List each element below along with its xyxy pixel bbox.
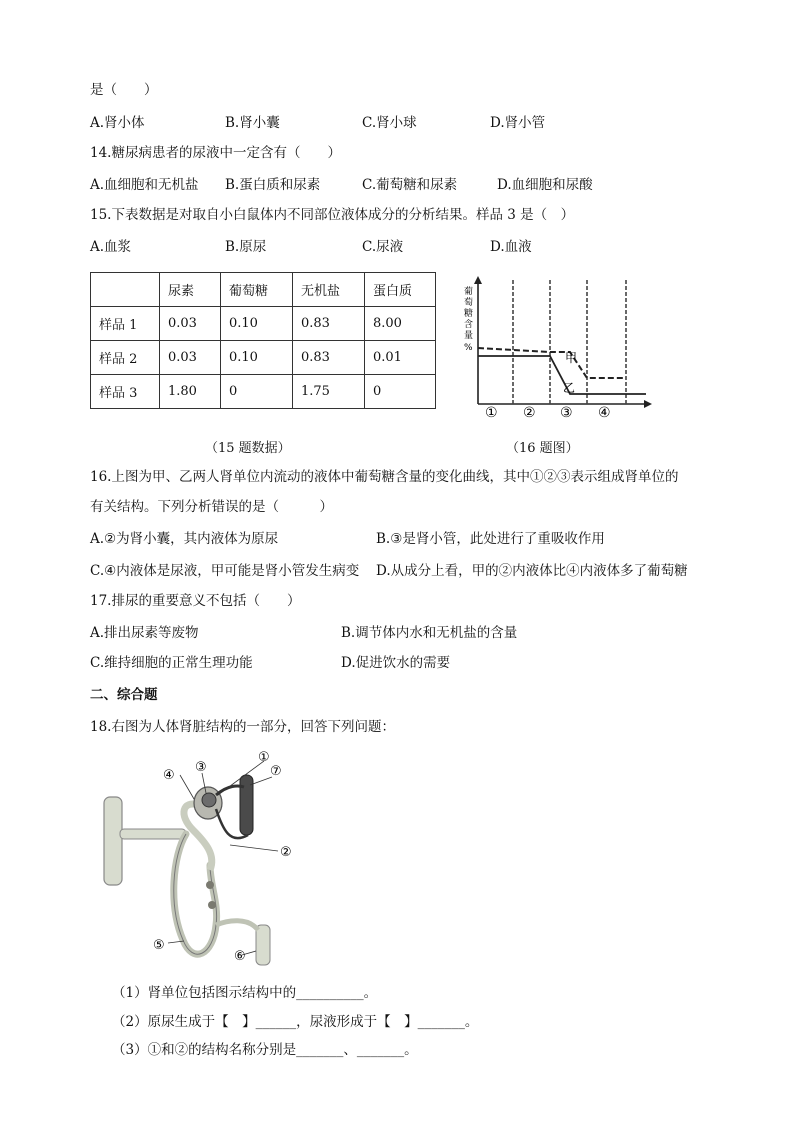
q15-option-b: B.原尿 — [225, 239, 267, 255]
table-header-cell: 尿素 — [160, 273, 221, 307]
q13-option-d: D.肾小管 — [490, 115, 546, 131]
table-cell: 样品 1 — [91, 307, 160, 341]
q17-option-d: D.促进饮水的需要 — [341, 655, 451, 671]
table-cell: 0.10 — [221, 341, 293, 375]
label-6: ⑥ — [234, 949, 246, 964]
q17-option-a: A.排出尿素等废物 — [90, 625, 199, 641]
table-cell: 0.10 — [221, 307, 293, 341]
q13-option-b: B.肾小囊 — [225, 115, 280, 131]
section-heading: 二、综合题 — [90, 687, 158, 703]
leader-line — [180, 775, 194, 799]
fig16-glucose-graph — [450, 272, 660, 422]
x-label: ③ — [560, 405, 573, 421]
glomerulus — [202, 793, 216, 807]
table-header-cell: 葡萄糖 — [221, 273, 293, 307]
table-cell: 0.03 — [160, 307, 221, 341]
q15-option-a: A.血浆 — [90, 239, 132, 255]
table-header-cell: 蛋白质 — [365, 273, 436, 307]
table-cell: 0.01 — [365, 341, 436, 375]
q15-caption: （15 题数据） — [205, 441, 291, 456]
table-cell: 0.83 — [293, 341, 365, 375]
ylabel-char: 葡 — [464, 287, 474, 297]
label-7: ⑦ — [270, 764, 282, 779]
label-yi: 乙 — [563, 381, 576, 395]
ylabel-char: 量 — [464, 331, 474, 341]
q18-sub1: （1）肾单位包括图示结构中的__________。 — [112, 985, 378, 1001]
q15-stem: 15.下表数据是对取自小白鼠体内不同部位液体成分的分析结果。样品 3 是（ ） — [90, 207, 575, 223]
collecting-tube — [104, 797, 122, 885]
table-cell: 0.83 — [293, 307, 365, 341]
q14-option-c: C.葡萄糖和尿素 — [362, 177, 458, 193]
q17-stem: 17.排尿的重要意义不包括（ ） — [90, 593, 301, 609]
q15-option-c: C.尿液 — [362, 239, 404, 255]
table-cell: 1.80 — [160, 375, 221, 409]
q17-option-c: C.维持细胞的正常生理功能 — [90, 655, 253, 671]
q18-stem: 18.右图为人体肾脏结构的一部分，回答下列问题： — [90, 719, 395, 735]
q13-stem-tail: 是（ ） — [90, 82, 158, 98]
y-axis-arrow-icon — [474, 276, 482, 284]
table-header-cell — [91, 273, 160, 307]
q16-option-d: D.从成分上看，甲的②内液体比④内液体多了葡萄糖 — [376, 563, 688, 579]
q15-option-d: D.血液 — [490, 239, 532, 255]
table-cell: 0 — [221, 375, 293, 409]
x-label: ① — [485, 405, 498, 421]
x-label: ④ — [598, 405, 611, 421]
q14-option-a: A.血细胞和无机盐 — [90, 177, 199, 193]
table-cell: 0 — [365, 375, 436, 409]
q14-option-d: D.血细胞和尿酸 — [497, 177, 593, 193]
x-label: ② — [523, 405, 536, 421]
label-2: ② — [280, 845, 292, 860]
table-cell: 样品 2 — [91, 341, 160, 375]
curve-jia — [478, 348, 626, 378]
ylabel-char: 含 — [464, 320, 474, 330]
table-row — [91, 341, 436, 375]
connecting-tube — [120, 829, 186, 839]
table-cell: 0.03 — [160, 341, 221, 375]
dark-vessel — [240, 775, 253, 835]
ylabel-char: 糖 — [464, 309, 474, 319]
label-1: ① — [258, 750, 270, 765]
x-axis-arrow-icon — [644, 400, 652, 408]
tube-joint — [208, 901, 216, 909]
curve-yi — [478, 356, 646, 394]
table-header-row — [91, 273, 436, 307]
tube-joint — [206, 881, 214, 889]
kidney-nephron-figure — [98, 745, 308, 975]
label-4: ④ — [163, 768, 175, 783]
fig16-caption: （16 题图） — [506, 441, 579, 456]
short-connector — [216, 921, 258, 930]
table-cell: 样品 3 — [91, 375, 160, 409]
table-header-cell: 无机盐 — [293, 273, 365, 307]
small-tube — [256, 925, 270, 965]
q14-option-b: B.蛋白质和尿素 — [225, 177, 321, 193]
ylabel-char: % — [464, 343, 473, 353]
leader-line — [230, 845, 278, 851]
table-row — [91, 307, 436, 341]
q16-stem-line2: 有关结构。下列分析错误的是（ ） — [90, 499, 333, 515]
q18-sub3: （3）①和②的结构名称分别是_______、_______。 — [112, 1042, 418, 1058]
label-jia: 甲 — [565, 351, 578, 365]
q14-stem: 14.糖尿病患者的尿液中一定含有（ ） — [90, 145, 341, 161]
q13-option-a: A.肾小体 — [90, 115, 145, 131]
q16-stem-line1: 16.上图为甲、乙两人肾单位内流动的液体中葡萄糖含量的变化曲线，其中①②③表示组成肾单位的 — [90, 469, 679, 485]
q13-option-c: C.肾小球 — [362, 115, 417, 131]
ylabel-char: 萄 — [464, 298, 474, 308]
q16-option-b: B.③是肾小管，此处进行了重吸收作用 — [376, 531, 605, 547]
q16-option-c: C.④内液体是尿液，甲可能是肾小管发生病变 — [90, 563, 360, 579]
q15-data-table — [90, 272, 436, 409]
table-cell: 1.75 — [293, 375, 365, 409]
table-row — [91, 375, 436, 409]
label-3: ③ — [195, 760, 207, 775]
q17-option-b: B.调节体内水和无机盐的含量 — [341, 625, 518, 641]
label-5: ⑤ — [153, 938, 165, 953]
table-cell: 8.00 — [365, 307, 436, 341]
q18-sub2: （2）原尿生成于【 】______，尿液形成于【 】_______。 — [112, 1014, 479, 1030]
q16-option-a: A.②为肾小囊，其内液体为原尿 — [90, 531, 279, 547]
